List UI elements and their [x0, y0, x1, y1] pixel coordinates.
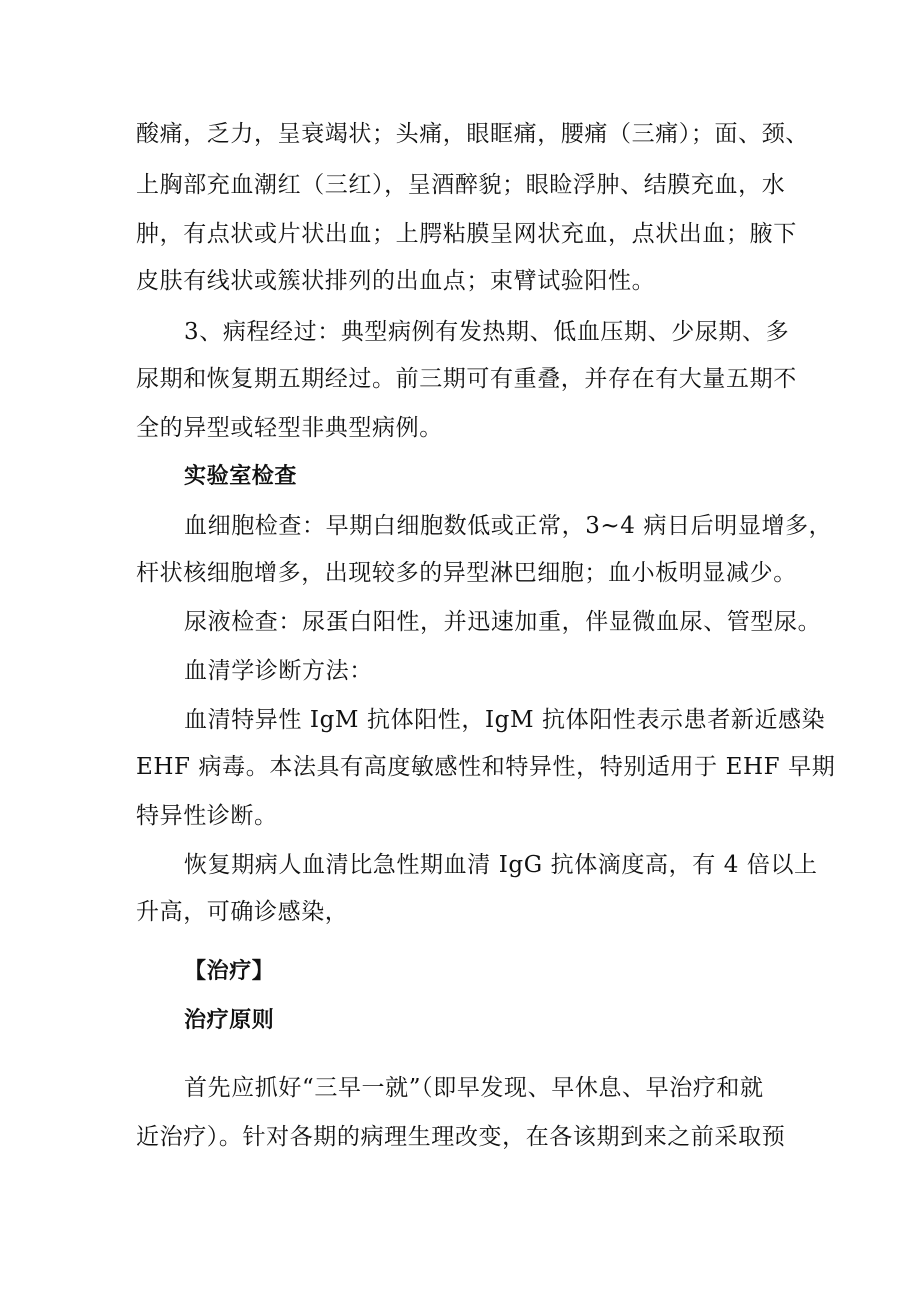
symptoms-line-3: 肿，有点状或片状出血；上腭粘膜呈网状充血，点状出血；腋下: [136, 221, 797, 247]
course-line-3: 全的异型或轻型非典型病例。: [136, 415, 443, 441]
igg-line-2: 升高，可确诊感染，: [136, 899, 349, 925]
course-line-2: 尿期和恢复期五期经过。前三期可有重叠，并存在有大量五期不: [136, 366, 797, 392]
principle-heading: 治疗原则: [184, 1008, 275, 1033]
blood-line-2: 杆状核细胞增多，出现较多的异型淋巴细胞；血小板明显减少。: [136, 560, 797, 586]
igm-line-2: EHF 病毒。本法具有高度敏感性和特异性，特别适用于 EHF 早期: [136, 754, 836, 780]
serology-title: 血清学诊断方法：: [184, 658, 373, 684]
treatment-heading: 【治疗】: [184, 959, 275, 984]
principle-line-1: 首先应抓好“三早一就”（即早发现、早休息、早治疗和就: [184, 1075, 764, 1101]
principle-line-2: 近治疗）。针对各期的病理生理改变，在各该期到来之前采取预: [136, 1124, 786, 1150]
symptoms-line-1: 酸痛，乏力，呈衰竭状；头痛，眼眶痛，腰痛（三痛）；面、颈、: [136, 121, 809, 147]
blood-line-1: 血细胞检查：早期白细胞数低或正常，3~4 病日后明显增多，: [184, 513, 833, 539]
urine-line: 尿液检查：尿蛋白阳性，并迅速加重，伴显微血尿、管型尿。: [184, 609, 822, 635]
lab-heading: 实验室检查: [184, 464, 298, 489]
igm-line-1: 血清特异性 IgM 抗体阳性，IgM 抗体阳性表示患者新近感染: [184, 707, 826, 733]
symptoms-line-4: 皮肤有线状或簇状排列的出血点；束臂试验阳性。: [136, 268, 656, 294]
igm-line-3: 特异性诊断。: [136, 803, 278, 829]
igg-line-1: 恢复期病人血清比急性期血清 IgG 抗体滴度高，有 4 倍以上: [184, 852, 818, 878]
symptoms-line-2: 上胸部充血潮红（三红），呈酒醉貌；眼睑浮肿、结膜充血，水: [136, 172, 786, 198]
course-line-1: 3、病程经过：典型病例有发热期、低血压期、少尿期、多: [184, 319, 790, 345]
